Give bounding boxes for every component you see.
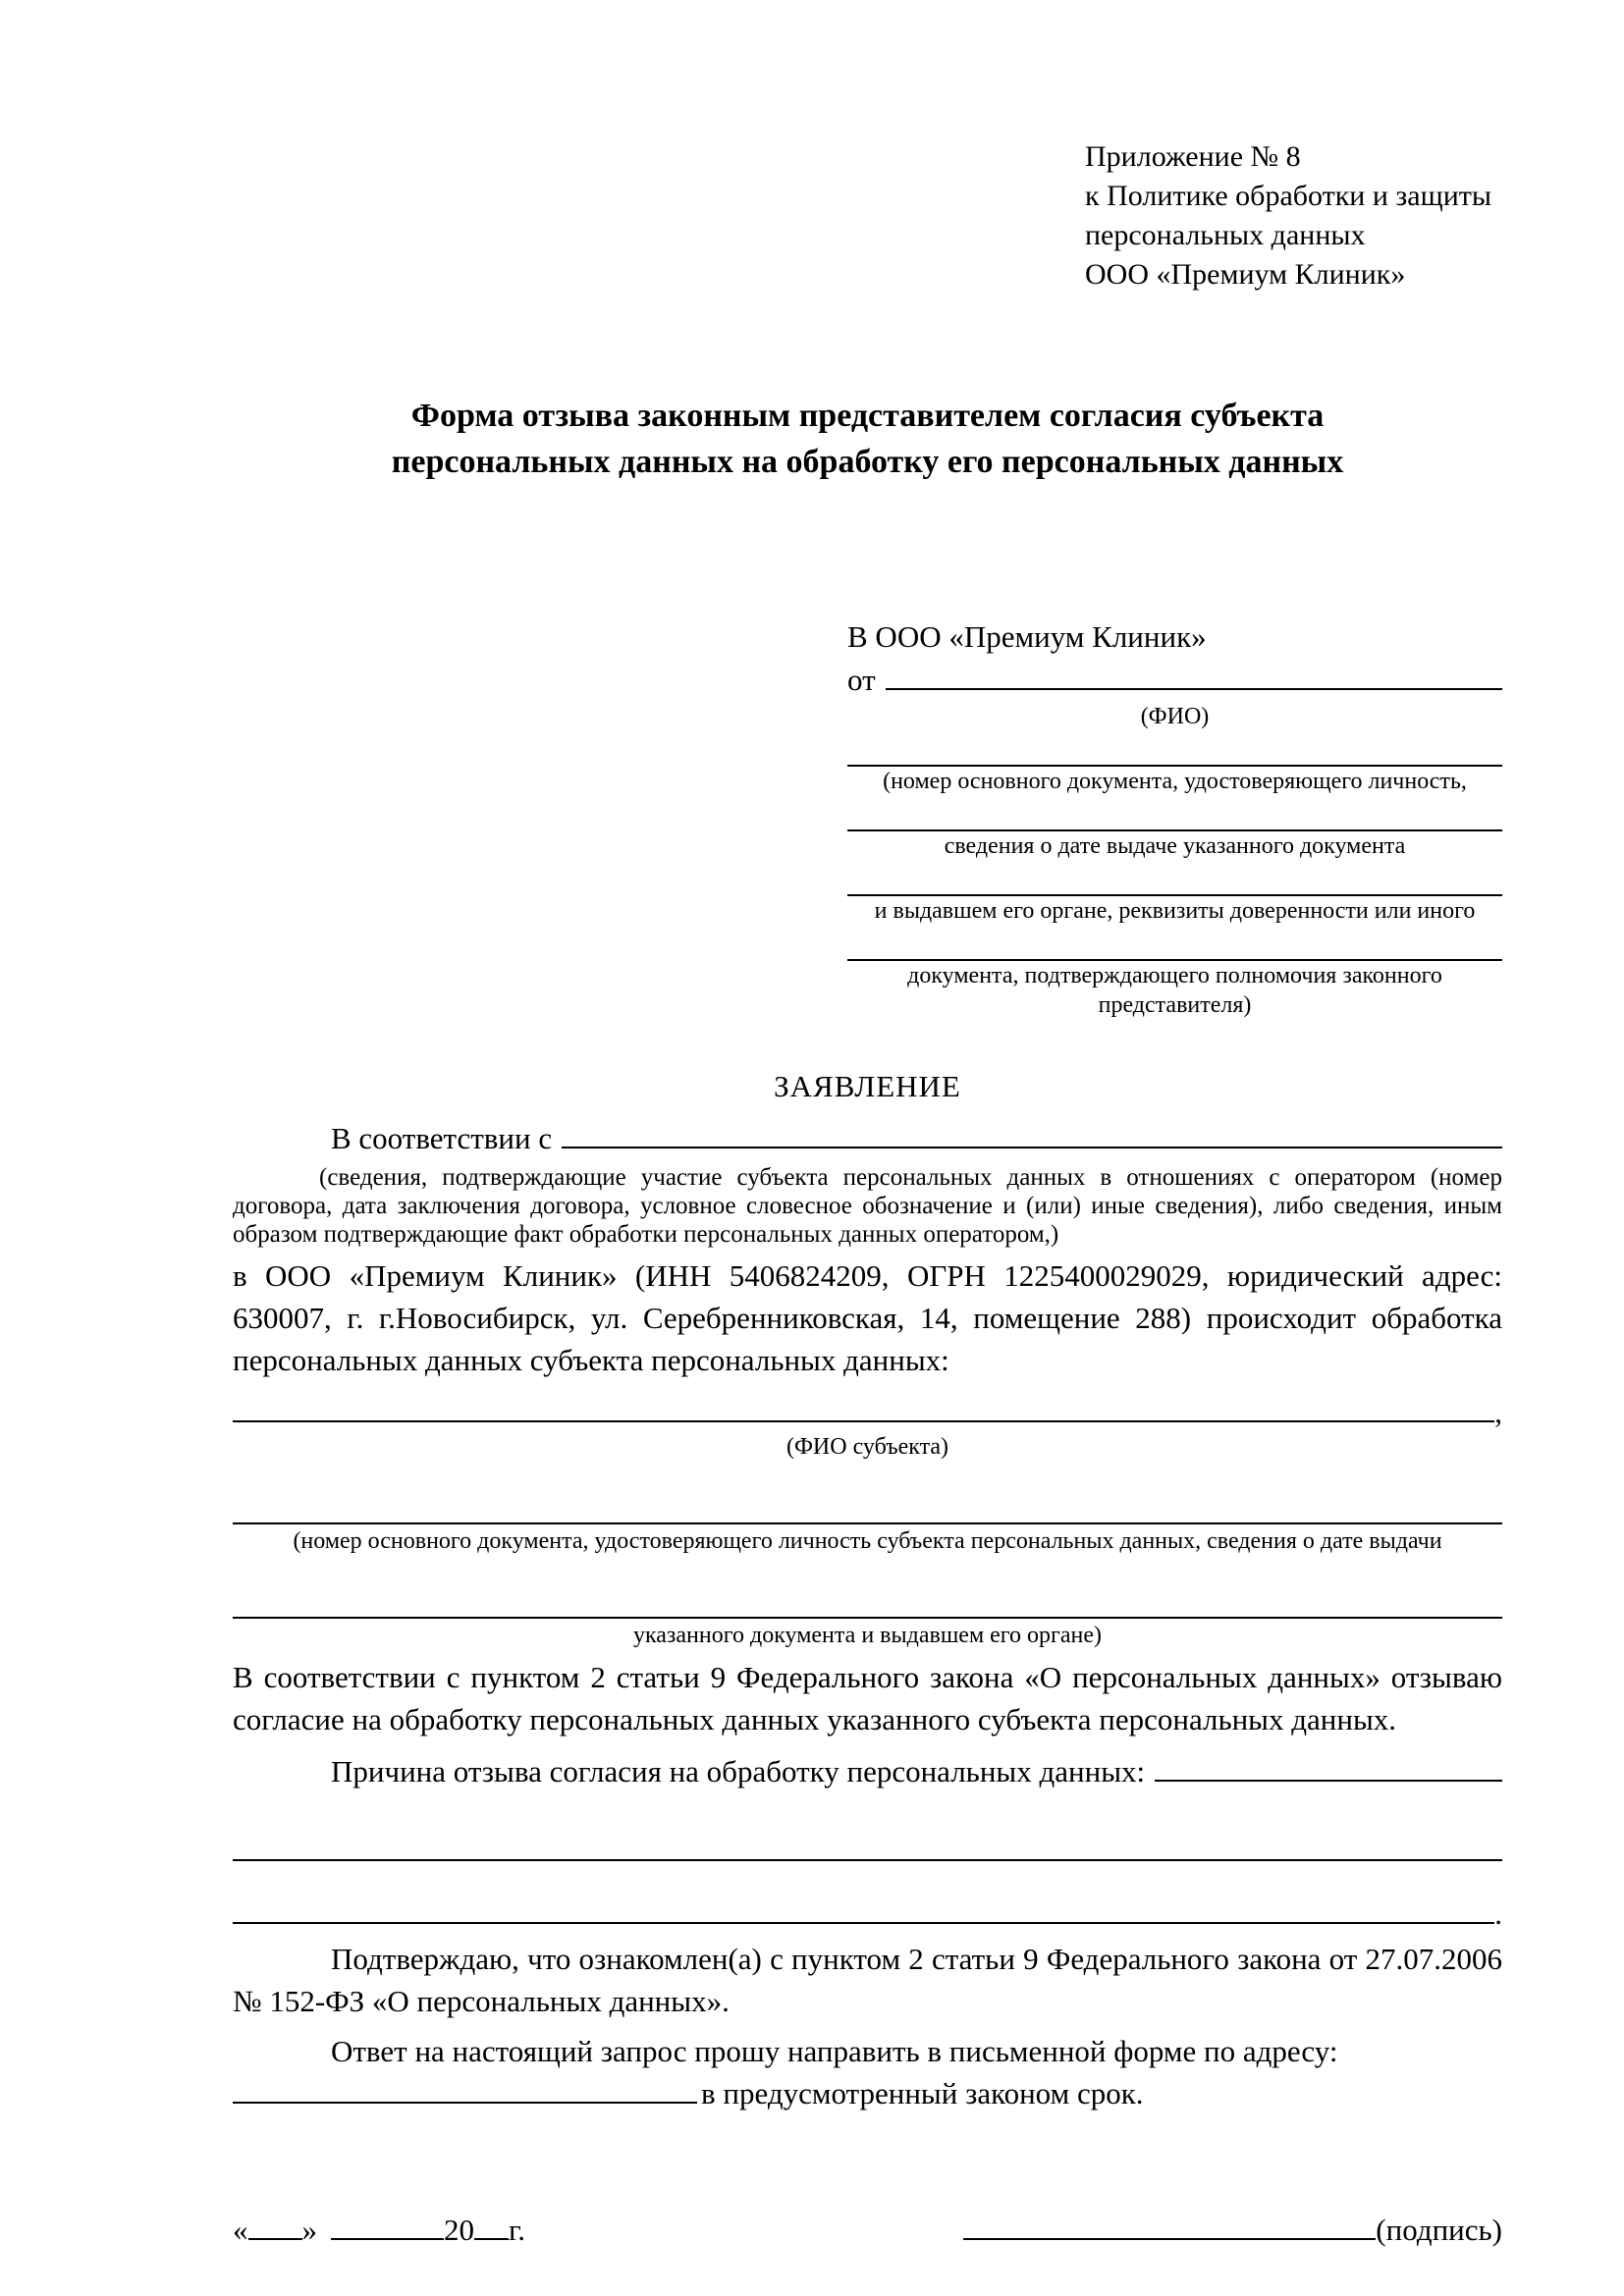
year-prefix: 20 <box>444 2213 474 2247</box>
day-open-quote: « <box>233 2213 248 2247</box>
appendix-line: Приложение № 8 <box>1085 140 1301 173</box>
subject-doc-row <box>233 1489 1502 1524</box>
subject-name-blank-line <box>233 1387 1494 1422</box>
doc-issue-date-caption: сведения о дате выдаче указанного документа <box>944 833 1406 859</box>
month-blank-line <box>331 2211 444 2240</box>
subject-doc-issuer-caption: указанного документа и выдавшем его органе) <box>632 1623 1103 1648</box>
fio-caption: (ФИО) <box>1140 704 1210 729</box>
date-segment <box>233 2209 525 2251</box>
basis-blank-line <box>562 1117 1502 1148</box>
from-label: от <box>847 663 876 697</box>
from-row <box>847 659 1502 702</box>
footer-row <box>233 2209 1502 2251</box>
subject-doc-issuer-blank-line <box>233 1583 1502 1619</box>
appendix-line: к Политике обработки и защиты <box>1085 180 1492 212</box>
addressee-block <box>847 615 1502 1020</box>
doc-issuer-blank-line <box>847 861 1502 896</box>
basis-label: В соответствии с <box>331 1121 553 1155</box>
appendix-header <box>1085 137 1502 294</box>
reason-blank-line <box>1155 1750 1502 1782</box>
reason-line-suffix: . <box>1494 1896 1502 1931</box>
representative-authority-blank-line <box>847 926 1502 961</box>
year-suffix: г. <box>509 2213 525 2247</box>
statement-heading: ЗАЯВЛЕНИЕ <box>774 1069 961 1103</box>
appendix-line: персональных данных <box>1085 219 1366 251</box>
representative-authority-caption: документа, подтверждающего полномочия законного представителя) <box>907 963 1442 1018</box>
day-blank-line <box>248 2211 302 2240</box>
representative-doc-blank-line <box>847 731 1502 767</box>
representative-doc-caption: (номер основного документа, удостоверяющего личность, <box>883 769 1467 794</box>
subject-name-row <box>233 1387 1502 1430</box>
reason-continuation-blank-line <box>233 1889 1494 1924</box>
reason-label: Причина отзыва согласия на обработку персональных данных: <box>331 1754 1146 1789</box>
basis-note: (сведения, подтверждающие участие субъекта персональных данных в отношениях с оператором (номер договора, дата заключения договора, условное словесное обозначение и (или) иные сведения), либо сведения, иным образом подтверждающие факт обработки персональных данных оператором,) <box>233 1164 1502 1248</box>
reason-continuation-row <box>233 1889 1502 1932</box>
day-close-quote: » <box>301 2213 317 2247</box>
subject-name-suffix: , <box>1494 1395 1502 1429</box>
subject-doc-blank-line <box>233 1489 1502 1524</box>
document-title: Форма отзыва законным представителем согласия субъекта персональных данных на обработку его персональных данных <box>391 398 1344 480</box>
representative-name-blank-line <box>886 659 1502 690</box>
response-paragraph: Ответ на настоящий запрос прошу направить в письменной форме по адресу: <box>331 2034 1338 2068</box>
signature-caption: (подпись) <box>1376 2213 1502 2247</box>
acknowledgement-paragraph: Подтверждаю, что ознакомлен(а) с пунктом 2 статьи 9 Федерального закона от 27.07.2006 № 152-ФЗ «О персональных данных». <box>233 1942 1502 2018</box>
subject-doc-issuer-row <box>233 1583 1502 1619</box>
year-blank-line <box>474 2211 509 2240</box>
doc-issuer-caption: и выдавшем его органе, реквизиты доверенности или иного <box>874 898 1476 924</box>
reason-row <box>233 1750 1502 1792</box>
signature-segment <box>963 2209 1502 2251</box>
withdrawal-paragraph: В соответствии с пунктом 2 статьи 9 Федерального закона «О персональных данных» отзываю согласие на обработку персональных данных указанного субъекта персональных данных. <box>233 1660 1502 1736</box>
signature-blank-line <box>963 2211 1376 2240</box>
response-address-row <box>233 2072 1502 2114</box>
addressee-org: В ООО «Премиум Клиник» <box>847 619 1207 654</box>
basis-row <box>233 1117 1502 1159</box>
subject-doc-caption: (номер основного документа, удостоверяющего личность субъекта персональных данных, сведения о дате выдачи <box>293 1528 1442 1554</box>
appendix-line: ООО «Премиум Клиник» <box>1085 258 1406 291</box>
operator-paragraph: в ООО «Премиум Клиник» (ИНН 5406824209, ОГРН 1225400029029, юридический адрес: 630007, г. г.Новосибирск, ул. Серебренниковская, 14, помещение 288) происходит обработка персональных данных субъекта персональных данных: <box>233 1258 1502 1377</box>
doc-issue-date-blank-line <box>847 796 1502 831</box>
response-address-blank-line <box>233 2072 697 2104</box>
response-suffix: в предусмотренный законом срок. <box>701 2076 1144 2110</box>
reason-continuation-blank-line <box>233 1828 1502 1861</box>
subject-fio-caption: (ФИО субъекта) <box>785 1434 949 1460</box>
